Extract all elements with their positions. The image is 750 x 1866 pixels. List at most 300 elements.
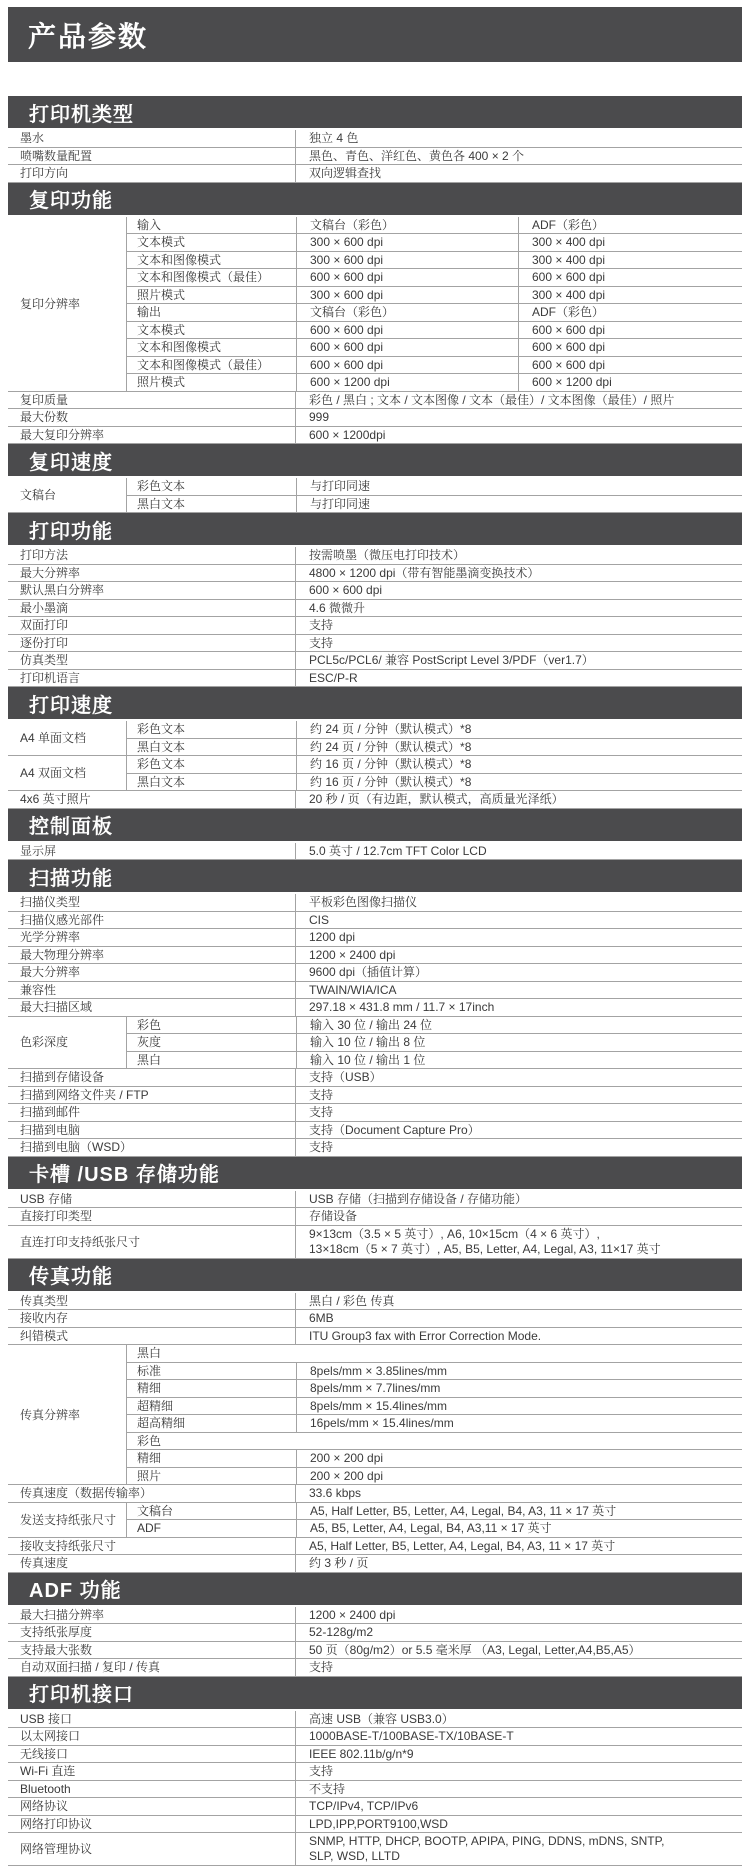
sub-label: 照片 (127, 1468, 296, 1485)
section-header: 打印功能 (8, 513, 742, 545)
row-label: 显示屏 (8, 843, 295, 860)
row-value: 1200 dpi (295, 929, 742, 946)
section-header: 打印机类型 (8, 96, 742, 128)
spec-sheet (0, 7, 750, 1866)
group-row (8, 478, 742, 513)
sub-value: 200 × 200 dpi (296, 1450, 742, 1467)
table-row (8, 1069, 742, 1087)
table-row (8, 1781, 742, 1799)
row-value: LPD,IPP,PORT9100,WSD (295, 1816, 742, 1833)
sub-value: 约 24 页 / 分钟（默认模式）*8 (296, 739, 742, 756)
sub-value: 约 16 页 / 分钟（默认模式）*8 (296, 774, 742, 791)
section-rows (8, 1293, 742, 1573)
sub-value: 8pels/mm × 3.85lines/mm (296, 1363, 742, 1380)
sub-value: 输入 30 位 / 输出 24 位 (296, 1017, 742, 1034)
sub-label: 彩色文本 (127, 478, 296, 495)
section-header: ADF 功能 (8, 1573, 742, 1605)
section-header: 扫描功能 (8, 860, 742, 892)
row-value: 4.6 微微升 (295, 600, 742, 617)
row-label: USB 接口 (8, 1711, 295, 1728)
row-label: 4x6 英寸照片 (8, 791, 295, 808)
sub-row (127, 339, 742, 357)
table-row (8, 1711, 742, 1729)
row-value: 支持（Document Capture Pro） (295, 1122, 742, 1139)
section-header: 打印机接口 (8, 1677, 742, 1709)
table-row (8, 409, 742, 427)
sub-value-1: 600 × 600 dpi (296, 269, 518, 286)
spec-section (8, 183, 742, 445)
row-label: 双面打印 (8, 617, 295, 634)
group-label: 色彩深度 (8, 1017, 126, 1069)
sub-label: 照片模式 (127, 374, 296, 391)
group-subrows (126, 217, 742, 391)
sub-row (127, 217, 742, 235)
table-row (8, 1328, 742, 1346)
row-label: USB 存储 (8, 1191, 295, 1208)
sub-label: 文本模式 (127, 234, 296, 251)
row-value: 约 3 秒 / 页 (295, 1555, 742, 1572)
spec-section (8, 1573, 742, 1677)
row-label: 最大扫描分辨率 (8, 1607, 295, 1624)
row-value: 600 × 1200dpi (295, 427, 742, 444)
sub-value-1: 300 × 600 dpi (296, 252, 518, 269)
row-value: 黑白 / 彩色 传真 (295, 1293, 742, 1310)
row-value: TCP/IPv4, TCP/IPv6 (295, 1798, 742, 1815)
sub-row (127, 1380, 742, 1398)
sub-row (127, 304, 742, 322)
row-value: 按需喷墨（微压电打印技术） (295, 547, 742, 564)
sub-value-1: 600 × 600 dpi (296, 339, 518, 356)
table-row (8, 929, 742, 947)
table-row (8, 1104, 742, 1122)
row-value: USB 存储（扫描到存储设备 / 存储功能） (295, 1191, 742, 1208)
row-value: 支持 (295, 635, 742, 652)
row-label: 扫描到电脑（WSD） (8, 1139, 295, 1156)
row-value (295, 1226, 742, 1258)
sub-row (127, 721, 742, 739)
group-subrows (126, 1017, 742, 1069)
sub-label: 灰度 (127, 1034, 296, 1051)
row-label: 传真速度 (8, 1555, 295, 1572)
table-row (8, 1310, 742, 1328)
sub-row (127, 1017, 742, 1035)
sub-label: 标准 (127, 1363, 296, 1380)
sub-row (127, 1415, 742, 1433)
section-header: 卡槽 /USB 存储功能 (8, 1157, 742, 1189)
row-value: PCL5c/PCL6/ 兼容 PostScript Level 3/PDF（ver1.7） (295, 652, 742, 669)
sub-value-1: 600 × 1200 dpi (296, 374, 518, 391)
sub-label: 输出 (127, 304, 296, 321)
table-row (8, 1728, 742, 1746)
group-row (8, 756, 742, 791)
sub-label: 超精细 (127, 1398, 296, 1415)
group-subrows (126, 721, 742, 755)
sub-row (127, 1450, 742, 1468)
sub-value: 16pels/mm × 15.4lines/mm (296, 1415, 742, 1432)
sub-value: 约 24 页 / 分钟（默认模式）*8 (296, 721, 742, 738)
sub-row (127, 774, 742, 791)
row-value: 1200 × 2400 dpi (295, 1607, 742, 1624)
row-label: 最大份数 (8, 409, 295, 426)
row-value: 不支持 (295, 1781, 742, 1798)
row-label: 扫描到存储设备 (8, 1069, 295, 1086)
spec-section (8, 860, 742, 1157)
row-label: 仿真类型 (8, 652, 295, 669)
sub-value: A5, Half Letter, B5, Letter, A4, Legal, B4, A3, 11 × 17 英寸 (296, 1503, 742, 1520)
table-row (8, 1607, 742, 1625)
group-label: 传真分辨率 (8, 1345, 126, 1484)
table-row (8, 964, 742, 982)
sub-row (127, 1503, 742, 1521)
sub-row (127, 322, 742, 340)
spec-section (8, 1259, 742, 1573)
row-label: 复印质量 (8, 392, 295, 409)
table-row (8, 1798, 742, 1816)
sub-label: 黑白 (127, 1052, 296, 1069)
group-row (8, 217, 742, 392)
row-value: 9600 dpi（插值计算） (295, 964, 742, 981)
table-row (8, 1816, 742, 1834)
row-label: 直连打印支持纸张尺寸 (8, 1226, 295, 1258)
table-row (8, 635, 742, 653)
table-row (8, 582, 742, 600)
row-value (295, 1833, 742, 1865)
row-label: 喷嘴数量配置 (8, 148, 295, 165)
table-row (8, 165, 742, 183)
table-row (8, 843, 742, 861)
row-label: 打印机语言 (8, 670, 295, 687)
row-value: 999 (295, 409, 742, 426)
table-row (8, 1226, 742, 1259)
table-row (8, 1293, 742, 1311)
row-label: 兼容性 (8, 982, 295, 999)
section-rows (8, 843, 742, 861)
row-label: 传真速度（数据传输率） (8, 1485, 295, 1502)
row-label: 接收内存 (8, 1310, 295, 1327)
sub-row (127, 269, 742, 287)
spec-section (8, 513, 742, 687)
row-value: 存储设备 (295, 1208, 742, 1225)
table-row (8, 1139, 742, 1157)
row-value: 支持 (295, 1763, 742, 1780)
table-row (8, 652, 742, 670)
table-row (8, 1555, 742, 1573)
row-label: Wi-Fi 直连 (8, 1763, 295, 1780)
group-label: 复印分辨率 (8, 217, 126, 391)
row-value: 33.6 kbps (295, 1485, 742, 1502)
row-label: 光学分辨率 (8, 929, 295, 946)
row-label: 最小墨滴 (8, 600, 295, 617)
group-row (8, 1017, 742, 1070)
row-value-line: 13×18cm（5 × 7 英寸）, A5, B5, Letter, A4, Legal, A3, 11×17 英寸 (309, 1242, 661, 1257)
table-row (8, 600, 742, 618)
row-label: 最大复印分辨率 (8, 427, 295, 444)
sub-label: 文稿台 (127, 1503, 296, 1520)
spec-sections (8, 96, 742, 1866)
section-rows (8, 217, 742, 445)
sub-row (127, 1468, 742, 1485)
sub-row (127, 496, 742, 513)
table-row (8, 148, 742, 166)
table-row (8, 947, 742, 965)
sub-value-2: 300 × 400 dpi (518, 252, 742, 269)
section-rows (8, 1191, 742, 1259)
section-rows (8, 1711, 742, 1866)
row-label: 传真类型 (8, 1293, 295, 1310)
group-label: 文稿台 (8, 478, 126, 512)
sub-row (127, 374, 742, 391)
sub-label: 文本和图像模式（最佳） (127, 269, 296, 286)
sub-section-label: 彩色 (127, 1433, 742, 1450)
row-label: 默认黑白分辨率 (8, 582, 295, 599)
spec-section (8, 96, 742, 183)
section-rows (8, 721, 742, 809)
sub-label: 文本和图像模式 (127, 252, 296, 269)
row-label: 墨水 (8, 130, 295, 147)
row-label: 网络管理协议 (8, 1833, 295, 1865)
table-row (8, 894, 742, 912)
row-value-line: 9×13cm（3.5 × 5 英寸）, A6, 10×15cm（4 × 6 英寸）, (309, 1227, 600, 1242)
group-subrows (126, 1345, 742, 1484)
row-value: IEEE 802.11b/g/n*9 (295, 1746, 742, 1763)
table-row (8, 565, 742, 583)
row-label: Bluetooth (8, 1781, 295, 1798)
table-row (8, 617, 742, 635)
row-value: ITU Group3 fax with Error Correction Mode. (295, 1328, 742, 1345)
row-value: 支持 (295, 1139, 742, 1156)
group-row (8, 1345, 742, 1485)
sub-row (127, 1398, 742, 1416)
sub-value-2: 600 × 1200 dpi (518, 374, 742, 391)
sub-value-1: 300 × 600 dpi (296, 234, 518, 251)
sub-row (127, 287, 742, 305)
sub-label: 超高精细 (127, 1415, 296, 1432)
sub-value-2: 600 × 600 dpi (518, 322, 742, 339)
sub-label: 彩色文本 (127, 756, 296, 773)
sub-label: 彩色 (127, 1017, 296, 1034)
row-label: 扫描到网络文件夹 / FTP (8, 1087, 295, 1104)
row-value: 独立 4 色 (295, 130, 742, 147)
table-row (8, 1659, 742, 1677)
sub-label: ADF (127, 1520, 296, 1537)
row-value: 支持（USB） (295, 1069, 742, 1086)
table-row (8, 427, 742, 445)
sub-value-2: 300 × 400 dpi (518, 287, 742, 304)
sub-label: 彩色文本 (127, 721, 296, 738)
row-value: TWAIN/WIA/ICA (295, 982, 742, 999)
row-value: 52-128g/m2 (295, 1624, 742, 1641)
row-value-line: SNMP, HTTP, DHCP, BOOTP, APIPA, PING, DDNS, mDNS, SNTP, (309, 1834, 664, 1849)
table-row (8, 791, 742, 809)
sub-value: 输入 10 位 / 输出 8 位 (296, 1034, 742, 1051)
sub-value: A5, B5, Letter, A4, Legal, B4, A3,11 × 17 英寸 (296, 1520, 742, 1537)
row-label: 以太网接口 (8, 1728, 295, 1745)
page-title: 产品参数 (28, 15, 148, 55)
row-label: 扫描仪类型 (8, 894, 295, 911)
row-value: 支持 (295, 1659, 742, 1676)
row-value: 高速 USB（兼容 USB3.0） (295, 1711, 742, 1728)
section-rows (8, 547, 742, 687)
sub-label: 输入 (127, 217, 296, 234)
sub-section-label: 黑白 (127, 1345, 742, 1362)
section-rows (8, 1607, 742, 1677)
spec-section (8, 1157, 742, 1259)
sub-label: 黑白文本 (127, 496, 296, 513)
sub-value: 8pels/mm × 15.4lines/mm (296, 1398, 742, 1415)
spec-section (8, 809, 742, 861)
section-header: 控制面板 (8, 809, 742, 841)
table-row (8, 1763, 742, 1781)
sub-value: 约 16 页 / 分钟（默认模式）*8 (296, 756, 742, 773)
group-row (8, 721, 742, 756)
row-value: 6MB (295, 1310, 742, 1327)
row-label: 扫描仪感光部件 (8, 912, 295, 929)
row-value: 5.0 英寸 / 12.7cm TFT Color LCD (295, 843, 742, 860)
sub-label: 黑白文本 (127, 774, 296, 791)
sub-value-1: 600 × 600 dpi (296, 322, 518, 339)
row-value: 平板彩色图像扫描仪 (295, 894, 742, 911)
group-row (8, 1503, 742, 1538)
spec-section (8, 1677, 742, 1866)
row-label: 最大物理分辨率 (8, 947, 295, 964)
table-row (8, 1746, 742, 1764)
row-value: 彩色 / 黑白 ; 文本 / 文本图像 / 文本（最佳）/ 文本图像（最佳）/ 照片 (295, 392, 742, 409)
sub-row (127, 1034, 742, 1052)
page-title-bar (8, 7, 742, 62)
row-value: 20 秒 / 页（有边距，默认模式，高质量光泽纸） (295, 791, 742, 808)
row-value: 支持 (295, 1104, 742, 1121)
table-row (8, 670, 742, 688)
section-rows (8, 130, 742, 183)
row-label: 纠错模式 (8, 1328, 295, 1345)
sub-value-2: 600 × 600 dpi (518, 339, 742, 356)
row-value: 1000BASE-T/100BASE-TX/10BASE-T (295, 1728, 742, 1745)
row-value: 支持 (295, 617, 742, 634)
sub-label: 文本模式 (127, 322, 296, 339)
row-value: 支持 (295, 1087, 742, 1104)
section-rows (8, 478, 742, 513)
sub-value: 与打印同速 (296, 478, 742, 495)
row-value: 4800 × 1200 dpi（带有智能墨滴变换技术） (295, 565, 742, 582)
table-row (8, 547, 742, 565)
table-row (8, 1624, 742, 1642)
row-label: 接收支持纸张尺寸 (8, 1538, 295, 1555)
sub-row (127, 756, 742, 774)
row-value: 1200 × 2400 dpi (295, 947, 742, 964)
row-value: 双向逻辑查找 (295, 165, 742, 182)
table-row (8, 999, 742, 1017)
section-header: 复印功能 (8, 183, 742, 215)
sub-label: 黑白文本 (127, 739, 296, 756)
row-value: CIS (295, 912, 742, 929)
spec-section (8, 687, 742, 809)
row-label: 最大分辨率 (8, 964, 295, 981)
sub-value-1: 600 × 600 dpi (296, 357, 518, 374)
table-row (8, 1538, 742, 1556)
sub-label: 照片模式 (127, 287, 296, 304)
sub-row (127, 1520, 742, 1537)
sub-row (127, 1363, 742, 1381)
row-label: 直接打印类型 (8, 1208, 295, 1225)
row-label: 网络协议 (8, 1798, 295, 1815)
sub-row (127, 1345, 742, 1363)
sub-value-1: 文稿台（彩色） (296, 304, 518, 321)
row-label: 打印方向 (8, 165, 295, 182)
section-header: 打印速度 (8, 687, 742, 719)
row-value: A5, Half Letter, B5, Letter, A4, Legal, B4, A3, 11 × 17 英寸 (295, 1538, 742, 1555)
table-row (8, 130, 742, 148)
sub-row (127, 1433, 742, 1451)
group-subrows (126, 478, 742, 512)
table-row (8, 1122, 742, 1140)
sub-value-2: 600 × 600 dpi (518, 269, 742, 286)
sub-label: 精细 (127, 1380, 296, 1397)
row-value: ESC/P-R (295, 670, 742, 687)
group-subrows (126, 756, 742, 790)
sub-value-1: 300 × 600 dpi (296, 287, 518, 304)
row-label: 打印方法 (8, 547, 295, 564)
sub-row (127, 252, 742, 270)
sub-label: 精细 (127, 1450, 296, 1467)
section-header: 复印速度 (8, 444, 742, 476)
table-row (8, 1485, 742, 1503)
group-label: A4 双面文档 (8, 756, 126, 790)
row-label: 无线接口 (8, 1746, 295, 1763)
row-label: 支持最大张数 (8, 1642, 295, 1659)
table-row (8, 1191, 742, 1209)
sub-label: 文本和图像模式（最佳） (127, 357, 296, 374)
row-label: 最大扫描区域 (8, 999, 295, 1016)
sub-row (127, 739, 742, 756)
group-label: 发送支持纸张尺寸 (8, 1503, 126, 1537)
table-row (8, 1642, 742, 1660)
sub-value-2: 600 × 600 dpi (518, 357, 742, 374)
sub-value: 200 × 200 dpi (296, 1468, 742, 1485)
row-value-line: SLP, WSD, LLTD (309, 1849, 400, 1864)
group-subrows (126, 1503, 742, 1537)
table-row (8, 912, 742, 930)
row-label: 支持纸张厚度 (8, 1624, 295, 1641)
sub-value: 8pels/mm × 7.7lines/mm (296, 1380, 742, 1397)
group-label: A4 单面文档 (8, 721, 126, 755)
row-label: 网络打印协议 (8, 1816, 295, 1833)
sub-row (127, 357, 742, 375)
row-value: 600 × 600 dpi (295, 582, 742, 599)
row-label: 扫描到邮件 (8, 1104, 295, 1121)
section-rows (8, 894, 742, 1157)
table-row (8, 982, 742, 1000)
row-label: 最大分辨率 (8, 565, 295, 582)
sub-value-2: ADF（彩色） (518, 217, 742, 234)
sub-row (127, 234, 742, 252)
table-row (8, 1833, 742, 1866)
row-label: 自动双面扫描 / 复印 / 传真 (8, 1659, 295, 1676)
sub-value: 与打印同速 (296, 496, 742, 513)
sub-value-1: 文稿台（彩色） (296, 217, 518, 234)
table-row (8, 1087, 742, 1105)
sub-value-2: 300 × 400 dpi (518, 234, 742, 251)
row-value: 50 页（80g/m2）or 5.5 毫米厚 （A3, Legal, Letter,A4,B5,A5） (295, 1642, 742, 1659)
spec-section (8, 444, 742, 513)
sub-label: 文本和图像模式 (127, 339, 296, 356)
section-header: 传真功能 (8, 1259, 742, 1291)
sub-value: 输入 10 位 / 输出 1 位 (296, 1052, 742, 1069)
table-row (8, 1208, 742, 1226)
sub-row (127, 478, 742, 496)
row-value: 297.18 × 431.8 mm / 11.7 × 17inch (295, 999, 742, 1016)
row-value: 黑色、青色、洋红色、黄色各 400 × 2 个 (295, 148, 742, 165)
row-label: 扫描到电脑 (8, 1122, 295, 1139)
